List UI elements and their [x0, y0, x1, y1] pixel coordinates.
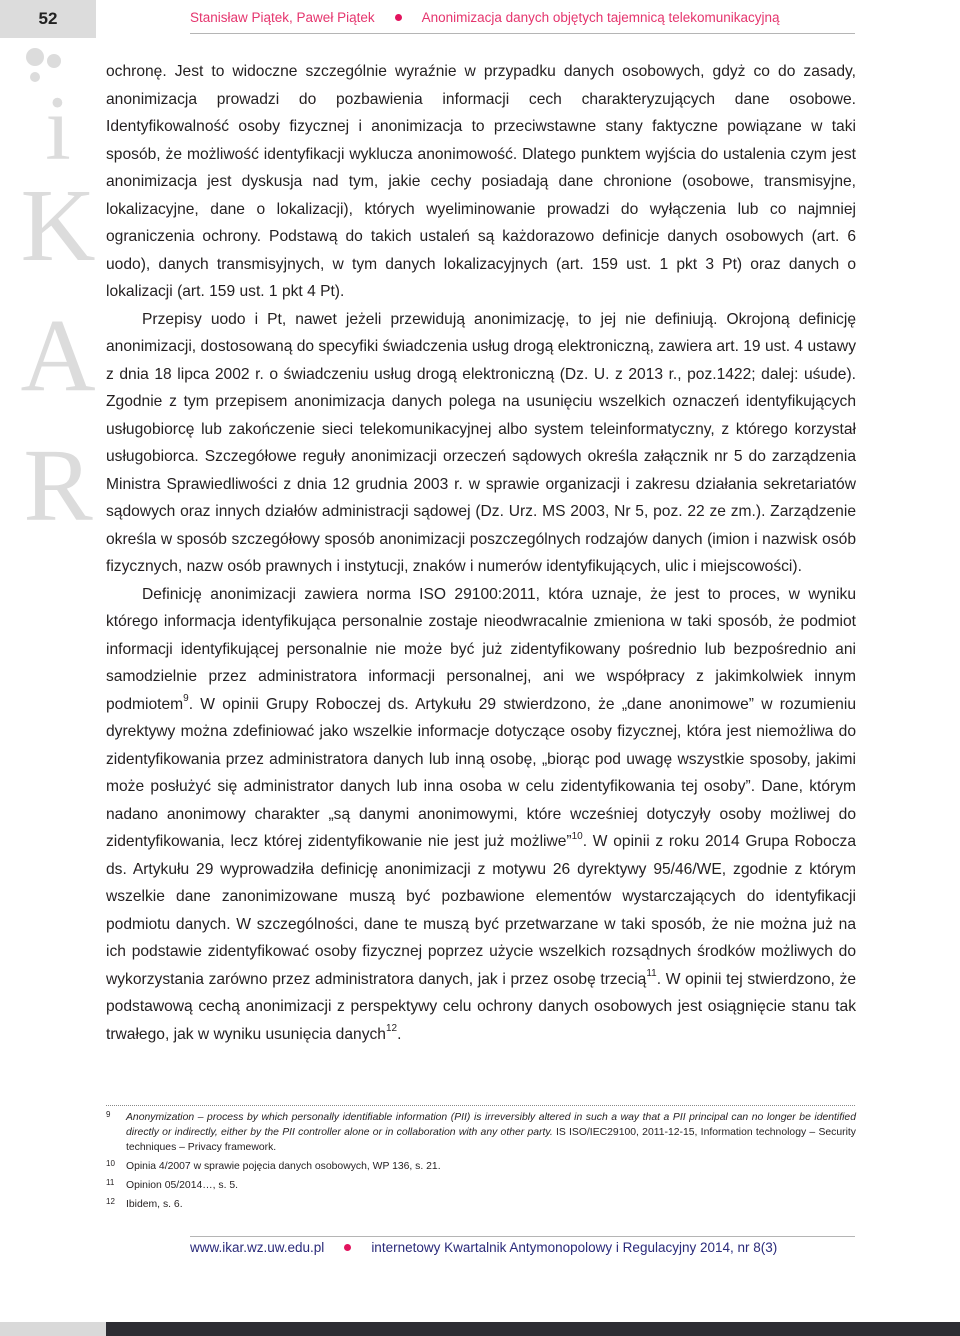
page-number: 52	[0, 0, 96, 38]
body-text	[106, 58, 856, 1048]
logo-letter-i: i	[45, 77, 71, 179]
bottom-bar-right	[106, 1322, 960, 1336]
bullet-dot-icon	[395, 14, 402, 21]
footnote-ref-11: 11	[646, 968, 657, 980]
footnote-11	[106, 1178, 856, 1193]
paragraph-3-text-a: Definicję anonimizacji zawiera norma ISO 29100:2011, która uznaje, że jest to proces, w wyniku którego informacja identyfikująca personalnie zostaje nieodwracalnie zmieniona w taki sposób, że podmiot informacji identyfikującej personalnie nie może być już zidentyfikowany pośrednio lub bezpośrednio ani samodzielnie przez administratora informacji personalnej, ani we współpracy z jakimkolwiek innym podmiotem	[106, 585, 856, 713]
paragraph-2: Przepisy uodo i Pt, nawet jeżeli przewidują anonimizację, to jej nie definiują. Okrojoną definicję anonimizacji, dostosowaną do specyfiki świadczenia usług drogą elektroniczną, zawiera art. 19 ust. 4 ustawy z dnia 18 lipca 2002 r. o świadczeniu usług drogą elektroniczną (Dz. U. z 2013 r., poz.1422; dalej: uśude). Zgodnie z tym przepisem anonimizacja danych polega na usunięciu wszelkich oznaczeń identyfikujących usługobiorcę lub zakończenie sieci telekomunikacyjnej albo system teleinformatyczny, z którego korzystał usługobiorca. Szczegółowe reguły anonimizacji orzeczeń sądowych określa załącznik nr 5 do zarządzenia Ministra Sprawiedliwości z dnia 12 grudnia 2003 r. w sprawie organizacji i zakresu działania sekretariatów sądowych oraz innych działów administracji sądowej (Dz. Urz. MS 2003, Nr 5, poz. 22 ze zm.). Zarządzenie określa w sposób szczegółowy sposób anonimizacji poszczególnych rodzajów danych (imion i nazwisk osób fizycznych, nazw osób prawnych i instytucji, znaków i numerów identyfikujących, ulic i miejscowości).	[106, 310, 856, 575]
footnote-plain-text: IS ISO/IEC29100, 2011-12-15, Information technology – Security techniques – Privacy framework.	[126, 1127, 856, 1153]
bottom-bar	[0, 1322, 960, 1336]
footnote-text	[126, 1110, 856, 1155]
footnote-separator	[106, 1105, 855, 1106]
header-authors: Stanisław Piątek, Paweł Piątek	[190, 10, 375, 25]
footnote-number: 10	[106, 1159, 115, 1168]
running-footer	[190, 1240, 860, 1255]
paragraph-3-text-e: .	[397, 1025, 402, 1043]
logo-letter-r: R	[23, 428, 93, 543]
footnote-text: Ibidem, s. 6.	[126, 1199, 183, 1210]
footer-journal-name: internetowy Kwartalnik Antymonopolowy i Regulacyjny 2014, nr 8(3)	[371, 1240, 778, 1255]
footnote-ref-12: 12	[385, 1023, 398, 1035]
footer-url-link[interactable]: www.ikar.wz.uw.edu.pl	[190, 1240, 325, 1255]
footnote-text: Opinia 4/2007 w sprawie pojęcia danych osobowych, WP 136, s. 21.	[126, 1161, 441, 1172]
footnote-12	[106, 1197, 856, 1212]
footnote-number: 9	[106, 1110, 111, 1119]
footnotes	[106, 1110, 856, 1216]
header-rule	[190, 33, 855, 34]
footnote-ref-10: 10	[571, 830, 583, 842]
logo-letter-a: A	[20, 298, 96, 413]
running-header	[190, 10, 860, 30]
bottom-bar-left	[0, 1322, 106, 1336]
paragraph-3	[106, 581, 856, 1049]
paragraph-3-text-d: . W opinii tej stwierdzono, że podstawową cechą anonimizacji z perspektywy celu ochrony danych osobowych jest osiągnięcie stanu tak trwałego, jak w wyniku usunięcia danych	[106, 970, 856, 1043]
footnote-text: Opinion 05/2014…, s. 5.	[126, 1180, 239, 1191]
footnote-9	[106, 1110, 856, 1155]
bullet-dot-icon	[344, 1244, 351, 1251]
logo-letter-k: K	[20, 168, 96, 283]
header-article-title: Anonimizacja danych objętych tajemnicą telekomunikacyjną	[421, 10, 780, 25]
footer-rule	[190, 1236, 855, 1237]
footnote-10	[106, 1159, 856, 1174]
ikar-side-logo	[18, 44, 98, 552]
logo-dots-icon	[18, 44, 98, 88]
footnote-ref-9: 9	[183, 693, 189, 705]
paragraph-1: ochronę. Jest to widoczne szczególnie wyraźnie w przypadku danych osobowych, gdyż co do zasady, anonimizacja prowadzi do pozbawienia informacji cech charakteryzujących dane osobowe. Identyfikowalność osoby fizycznej i anonimizacja to przeciwstawne stany faktyczne powiązane w taki sposób, że możliwość identyfikacji wyklucza anonimowość. Dlatego punktem wyjścia do ustalenia czym jest anonimizacja jest dyskusja nad tym, jakie cechy posiadają dane chronione (osobowe, transmisyjne, lokalizacyjne, dane o lokalizacji), których wyeliminowanie prowadzi do wyłączenia lub co najmniej ograniczenia ochrony. Podstawą do takich ustaleń są każdorazowo definicje danych osobowych (art. 6 uodo), danych transmisyjnych, w tym danych lokalizacyjnych (art. 159 ust. 1 pkt 3 Pt) oraz danych o lokalizacji (art. 159 ust. 1 pkt 4 Pt).	[106, 63, 856, 300]
paragraph-3-text-c: . W opinii z roku 2014 Grupa Robocza ds. Artykułu 29 wyprowadziła definicję anonimizacji z motywu 26 dyrektywy 95/46/WE, zgodnie z którym wszelkie dane zanonimizowane muszą być pozbawione elementów wystarczających do identyfikacji podmiotu danych. W szczególności, dane te muszą być przetwarzane w taki sposób, że nie można już na ich podstawie zidentyfikować osoby fizycznej poprzez użycie wszelkich rozsądnych środków możliwych do wykorzystania zarówno przez administratora danych, jak i przez osobę trzecią	[106, 833, 856, 988]
footnote-number: 11	[106, 1178, 115, 1187]
paragraph-3-text-b: . W opinii Grupy Roboczej ds. Artykułu 29 stwierdzono, że „dane anonimowe” w rozumieniu dyrektywy można zdefiniować jako wszelkie informacje dotyczące osoby fizycznej, która jest niemożliwa do zidentyfikowania przez administratora danych lub inną osobę, „biorąc pod uwagę wszystkie sposoby, jakimi może posłużyć się administrator danych lub inna osoba w celu zidentyfikowania tej osoby”. Dane, którym nadano anonimowy charakter „są danymi anonimowymi, które wcześniej dotyczyły osoby możliwej do zidentyfikowania, lecz której zidentyfikowanie nie jest już możliwe”	[106, 695, 856, 850]
footnote-italic-text: Anonymization – process by which personally identifiable information (PII) is irreversibly altered in such a way that a PII principal can no longer be identified directly or indirectly, either by the PII controller alone or in collaboration with any other party.	[126, 1112, 856, 1138]
footnote-number: 12	[106, 1197, 115, 1206]
